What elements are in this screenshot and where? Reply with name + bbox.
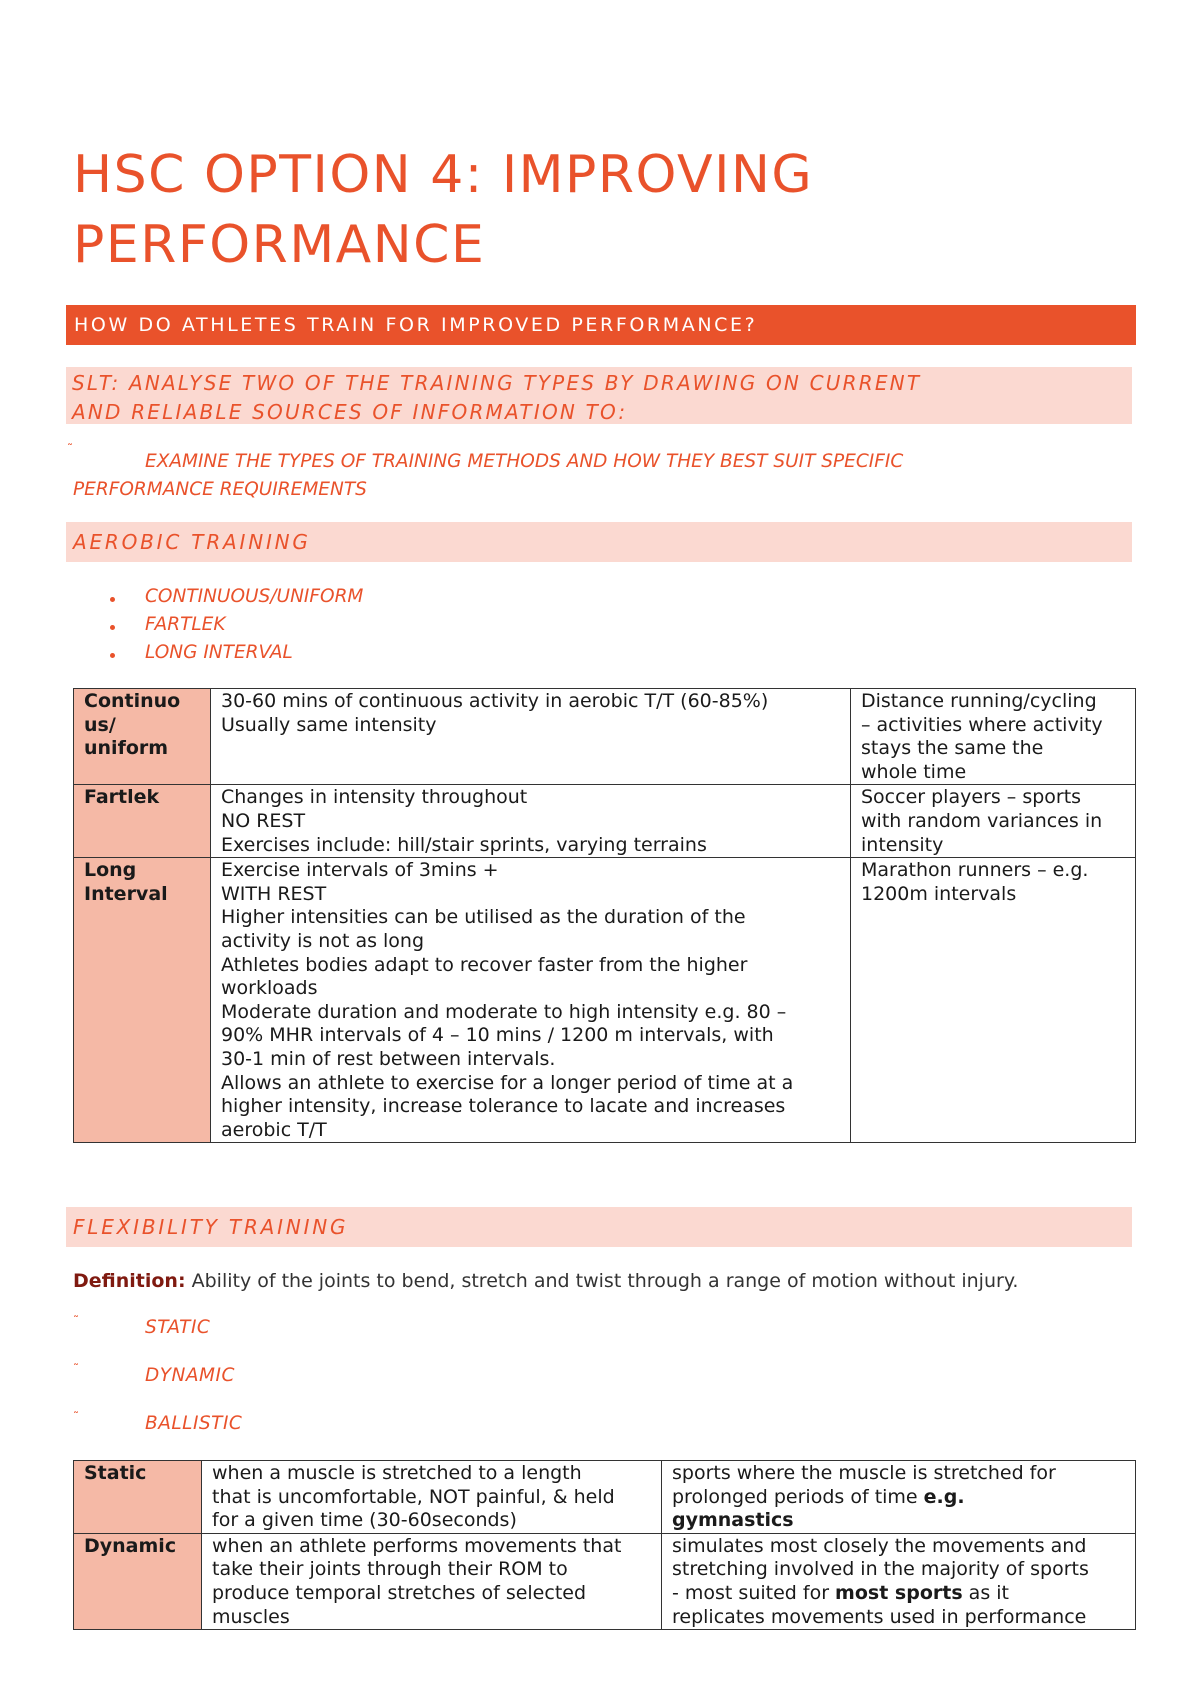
cell-line: aerobic T/T [221, 1118, 327, 1141]
cell-line: Higher intensities can be utilised as the duration of the [221, 906, 746, 929]
definition-text: Ability of the joints to bend, stretch and twist through a range of motion without injury. [185, 1270, 1019, 1292]
table-row [74, 689, 1136, 785]
table-row [74, 785, 1136, 858]
cell-line: with random variances in [861, 809, 1103, 832]
list-item-label: BALLISTIC [145, 1413, 243, 1434]
cell-line: stretching involved in the majority of sports [672, 1558, 1089, 1581]
cell-text: as it [962, 1581, 1009, 1604]
example-cell [851, 689, 1136, 785]
tilde-bullet-icon: ˜ [73, 1314, 79, 1328]
cell-line: Moderate duration and moderate to high intensity e.g. 80 – [221, 1000, 787, 1023]
cell-line: stays the same the [861, 737, 1044, 760]
examine-line-2: PERFORMANCE REQUIREMENTS [73, 479, 367, 500]
cell-line: take their joints through their ROM to [212, 1558, 568, 1581]
cell-line: for a given time (30-60seconds) [212, 1509, 517, 1532]
cell-line: 30-60 mins of continuous activity in aerobic T/T (60-85%) [221, 690, 769, 712]
cell-line: 1200m intervals [861, 882, 1017, 905]
table-row [74, 1533, 1136, 1629]
cell-line: replicates movements used in performance [672, 1605, 1087, 1628]
list-item: CONTINUOUS/UNIFORM [110, 583, 363, 611]
flexibility-types-list [73, 1315, 673, 1459]
cell-line [672, 1509, 1125, 1533]
cell-line: Soccer players – sports [861, 786, 1082, 809]
page-title-line-2: PERFORMANCE [73, 215, 486, 275]
cell-line: activity is not as long [221, 929, 425, 952]
description-cell [202, 1533, 662, 1629]
examine-objective [73, 448, 1133, 504]
flexibility-training-table [73, 1460, 1136, 1630]
cell-text-bold: gymnastics [672, 1509, 794, 1532]
slt-line-2: AND RELIABLE SOURCES OF INFORMATION TO: [72, 400, 628, 424]
description-cell [211, 858, 851, 1143]
cell-line: – activities where activity [861, 713, 1103, 736]
list-item-label: STATIC [145, 1317, 211, 1338]
cell-line: Exercises include: hill/stair sprints, varying terrains [221, 833, 707, 856]
row-header-cell: Static [74, 1461, 202, 1534]
definition-label: Definition: [73, 1270, 186, 1292]
slt-line-1: SLT: ANALYSE TWO OF THE TRAINING TYPES BY DRAWING ON CURRENT [72, 371, 922, 395]
tilde-bullet-icon: ˜ [73, 1362, 79, 1376]
list-item-label: DYNAMIC [145, 1365, 235, 1386]
aerobic-methods-list [110, 583, 363, 667]
table-row [74, 1461, 1136, 1534]
cell-line: when a muscle is stretched to a length [212, 1462, 582, 1484]
cell-line: uniform [84, 737, 169, 760]
cell-line: Athletes bodies adapt to recover faster from the higher [221, 953, 748, 976]
tilde-bullet-icon: ˜ [67, 442, 73, 456]
cell-line: whole time [861, 760, 967, 783]
cell-line: Allows an athlete to exercise for a longer period of time at a [221, 1071, 794, 1094]
cell-line: when an athlete performs movements that [212, 1534, 622, 1557]
cell-line: intensity [861, 833, 944, 856]
cell-line: Exercise intervals of 3mins + [221, 859, 499, 882]
cell-line: that is uncomfortable, NOT painful, & held [212, 1485, 615, 1508]
flexibility-definition [73, 1270, 1018, 1292]
list-item [73, 1315, 673, 1363]
example-cell [662, 1533, 1136, 1629]
page-title-line-1: HSC OPTION 4: IMPROVING [73, 145, 814, 205]
cell-line: 90% MHR intervals of 4 – 10 mins / 1200 m intervals, with [221, 1024, 774, 1047]
examine-line-1: EXAMINE THE TYPES OF TRAINING METHODS AND HOW THEY BEST SUIT SPECIFIC [145, 451, 904, 472]
cell-line: NO REST [221, 809, 306, 832]
cell-text-bold: e.g. [923, 1485, 965, 1508]
cell-line: workloads [221, 977, 318, 1000]
tilde-bullet-icon: ˜ [73, 1410, 79, 1424]
row-header-cell: Dynamic [74, 1533, 202, 1629]
cell-line: higher intensity, increase tolerance to lacate and increases [221, 1095, 786, 1118]
main-question-heading: HOW DO ATHLETES TRAIN FOR IMPROVED PERFORMANCE? [66, 305, 1136, 345]
cell-line: Interval [84, 882, 168, 905]
example-cell [851, 858, 1136, 1143]
cell-line: Long [84, 859, 137, 882]
description-cell [202, 1461, 662, 1534]
cell-line: simulates most closely the movements and [672, 1534, 1087, 1557]
row-header-cell [74, 858, 211, 1143]
cell-line: Changes in intensity throughout [221, 786, 528, 809]
row-header-cell [74, 689, 211, 785]
slt-heading [66, 367, 1132, 424]
flexibility-training-heading: FLEXIBILITY TRAINING [66, 1207, 1132, 1247]
list-item: FARTLEK [110, 611, 363, 639]
cell-line: sports where the muscle is stretched for [672, 1462, 1056, 1484]
description-cell [211, 785, 851, 858]
page-title [73, 140, 1133, 280]
example-cell [662, 1461, 1136, 1534]
row-header-cell [74, 785, 211, 858]
cell-line: Fartlek [84, 786, 160, 809]
cell-line: 30-1 min of rest between intervals. [221, 1047, 556, 1070]
example-cell [851, 785, 1136, 858]
cell-text: prolonged periods of time [672, 1485, 924, 1508]
cell-line [672, 1582, 1125, 1606]
cell-line: Distance running/cycling [861, 690, 1097, 712]
aerobic-training-table [73, 688, 1136, 1143]
cell-line: WITH REST [221, 882, 327, 905]
table-row [74, 858, 1136, 1143]
cell-line: Usually same intensity [221, 713, 437, 736]
cell-line: produce temporal stretches of selected [212, 1581, 587, 1604]
cell-line [672, 1486, 1125, 1510]
aerobic-training-heading: AEROBIC TRAINING [66, 522, 1132, 562]
cell-text: - most suited for [672, 1581, 836, 1604]
list-item: LONG INTERVAL [110, 639, 363, 667]
cell-line: Continuo [84, 690, 181, 712]
list-item [73, 1363, 673, 1411]
cell-line: Marathon runners – e.g. [861, 859, 1089, 882]
description-cell [211, 689, 851, 785]
list-item [73, 1411, 673, 1459]
cell-text-bold: most sports [835, 1581, 963, 1604]
cell-line: muscles [212, 1605, 290, 1628]
cell-line: us/ [84, 713, 116, 736]
